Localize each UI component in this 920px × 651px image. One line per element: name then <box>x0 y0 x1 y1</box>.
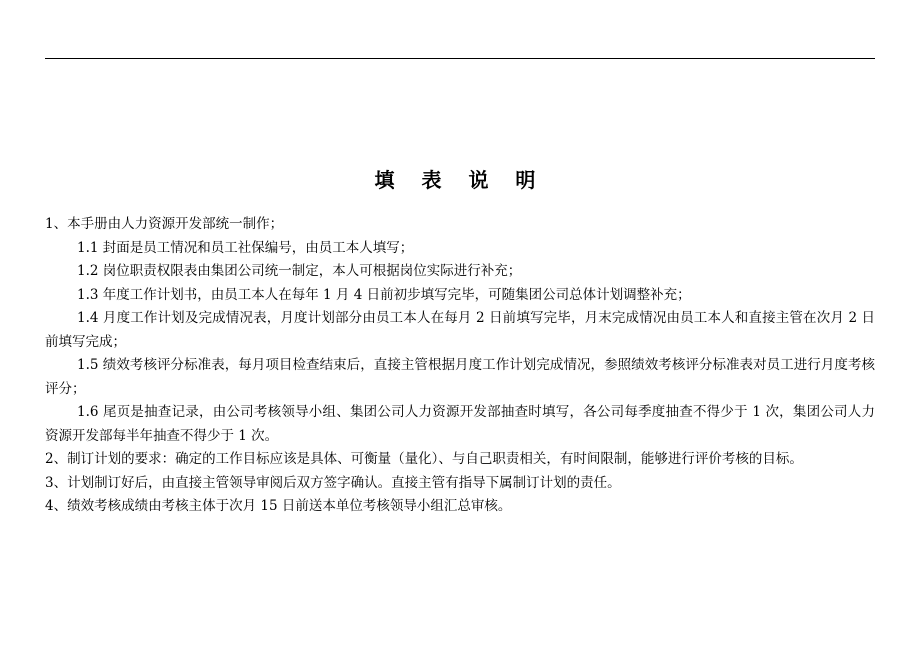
paragraph-4: 4、绩效考核成绩由考核主体于次月 15 日前送本单位考核领导小组汇总审核。 <box>45 498 512 514</box>
paragraph-1-6: 1.6 尾页是抽查记录，由公司考核领导小组、集团公司人力资源开发部抽查时填写，各公司每季度抽查不得少于 1 次，集团公司人力资源开发部每半年抽查不得少于 1 次。 <box>45 404 875 444</box>
paragraph-1-4: 1.4 月度工作计划及完成情况表，月度计划部分由员工本人在每月 2 日前填写完毕，月末完成情况由员工本人和直接主管在次月 2 日前填写完成； <box>45 310 875 350</box>
paragraph-1-3: 1.3 年度工作计划书，由员工本人在每年 1 月 4 日前初步填写完毕，可随集团公司总体计划调整补充； <box>77 286 691 303</box>
instructions-body <box>45 213 875 519</box>
paragraph-1-2: 1.2 岗位职责权限表由集团公司统一制定，本人可根据岗位实际进行补充； <box>77 263 522 279</box>
paragraph-1-1: 1.1 封面是员工情况和员工社保编号，由员工本人填写； <box>77 239 414 256</box>
paragraph-1-5: 1.5 绩效考核评分标准表，每月项目检查结束后，直接主管根据月度工作计划完成情况，参照绩效考核评分标准表对员工进行月度考核评分； <box>45 357 875 397</box>
document-title: 填 表 说 明 <box>374 168 546 192</box>
paragraph-3: 3、计划制订好后，由直接主管领导审阅后双方签字确认。直接主管有指导下属制订计划的责任。 <box>45 474 621 491</box>
paragraph-2: 2、制订计划的要求：确定的工作目标应该是具体、可衡量（量化）、与自己职责相关，有时间限制，能够进行评价考核的目标。 <box>45 451 803 467</box>
header-rule <box>45 58 875 59</box>
paragraph-1: 1、本手册由人力资源开发部统一制作； <box>45 216 284 232</box>
